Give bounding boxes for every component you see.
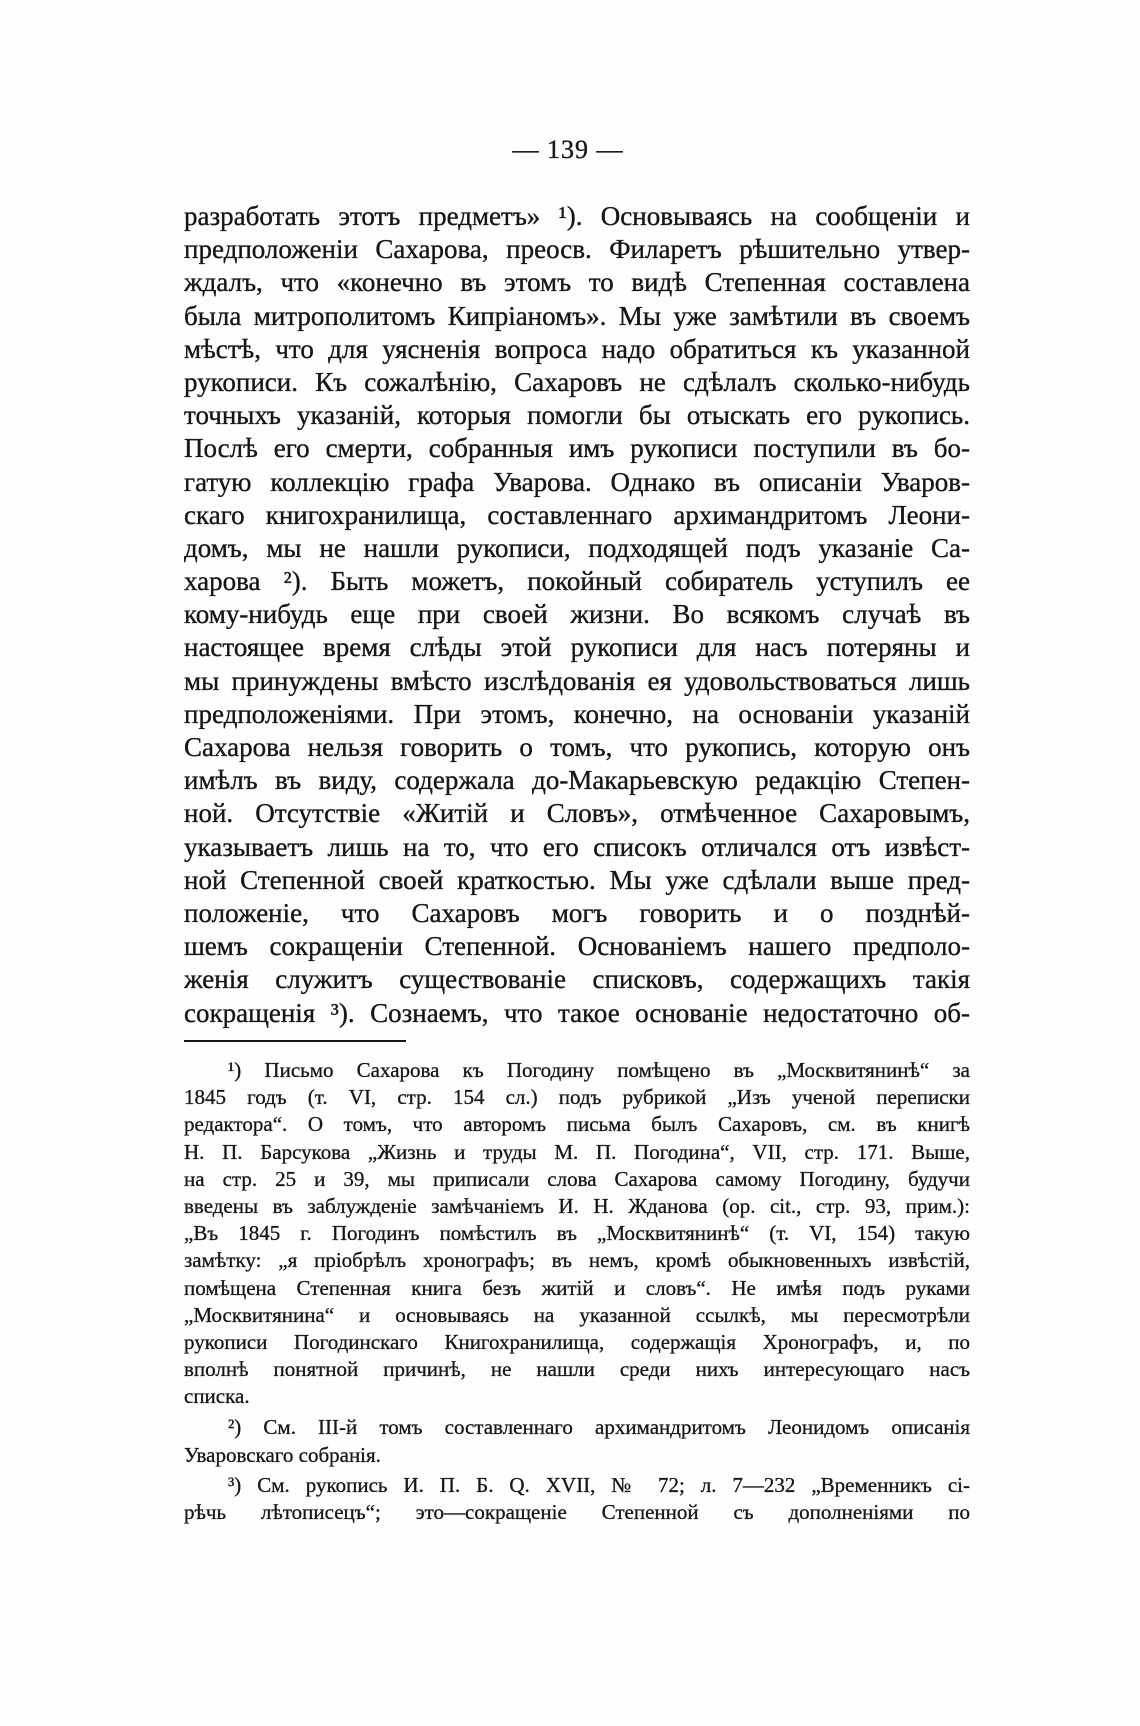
footnote-3 <box>184 1472 970 1526</box>
footnote-line: Н. П. Барсукова „Жизнь и труды М. П. Погодина“, VII, стр. 171. Выше, <box>184 1139 970 1164</box>
body-text-line: мѣстѣ, что для уясненія вопроса надо обратиться къ указанной <box>184 333 970 364</box>
footnote-line: „Москвитянина“ и основываясь на указанной ссылкѣ, мы пересмотрѣли <box>184 1302 970 1327</box>
body-text-line: положеніе, что Сахаровъ могъ говорить и о позднѣй- <box>184 897 970 928</box>
body-text-line: Послѣ его смерти, собранныя имъ рукописи поступили въ бо- <box>184 433 970 464</box>
body-text-line: мы принуждены вмѣсто изслѣдованія ея удовольствоваться лишь <box>184 665 970 696</box>
footnote-line: помѣщена Степенная книга безъ житій и словъ“. Не имѣя подъ руками <box>184 1275 970 1300</box>
body-text-line: сокращенія ³). Сознаемъ, что такое основаніе недостаточно об- <box>184 997 970 1028</box>
body-text-line: точныхъ указаній, которыя помогли бы отыскать его рукопись. <box>184 400 970 431</box>
main-text-block <box>184 200 970 1030</box>
footnotes-block <box>184 1057 970 1526</box>
body-text-line: указываетъ лишь на то, что его списокъ отличался отъ извѣст- <box>184 831 970 862</box>
body-text-line: ждалъ, что «конечно въ этомъ то видѣ Степенная составлена <box>184 267 970 298</box>
body-text-line: кому-нибудь еще при своей жизни. Во всякомъ случаѣ въ <box>184 599 970 630</box>
footnote-line: Уваровскаго собранія. <box>184 1442 381 1467</box>
footnote-line: замѣтку: „я пріобрѣлъ хронографъ; въ немъ, кромѣ обыкновенныхъ извѣстій, <box>184 1248 970 1273</box>
body-text-line: домъ, мы не нашли рукописи, подходящей подъ указаніе Са- <box>184 532 970 563</box>
footnote-line: „Въ 1845 г. Погодинъ помѣстилъ въ „Москвитянинѣ“ (т. VI, 154) такую <box>184 1221 970 1246</box>
page-number: — 139 — <box>512 135 624 164</box>
body-text-line: женія служитъ существованіе списковъ, содержащихъ такія <box>184 964 970 995</box>
body-text-line: гатую коллекцію графа Уварова. Однако въ описаніи Уваров- <box>184 466 970 497</box>
footnote-line: введены въ заблужденіе замѣчаніемъ И. Н. Жданова (ор. cit., стр. 93, прим.): <box>184 1193 970 1218</box>
body-text-line: предположеніями. При этомъ, конечно, на основаніи указаній <box>184 698 970 729</box>
footnote-line: на стр. 25 и 39, мы приписали слова Сахарова самому Погодину, будучи <box>184 1166 970 1191</box>
body-text-line: имѣлъ въ виду, содержала до-Макарьевскую редакцію Степен- <box>184 765 970 796</box>
body-text-line: Сахарова нельзя говорить о томъ, что рукопись, которую онъ <box>184 732 970 762</box>
footnote-line: ²) См. III-й томъ составленнаго архимандритомъ Леонидомъ описанія <box>228 1415 970 1440</box>
body-text-line: предположеніи Сахарова, преосв. Филаретъ рѣшительно утвер- <box>184 234 970 265</box>
body-text-line: разработать этотъ предметъ» ¹). Основываясь на сообщеніи и <box>184 201 970 231</box>
footnote-line: 1845 годъ (т. VI, стр. 154 сл.) подъ рубрикой „Изъ ученой переписки <box>184 1085 970 1110</box>
footnote-line: списка. <box>184 1384 250 1409</box>
footnote-2 <box>184 1414 970 1468</box>
body-text-line: ной. Отсутствіе «Житій и Словъ», отмѣченное Сахаровымъ, <box>184 798 970 829</box>
body-text-line: настоящее время слѣды этой рукописи для насъ потеряны и <box>184 632 970 663</box>
body-text-line: шемъ сокращеніи Степенной. Основаніемъ нашего предполо- <box>184 931 970 962</box>
body-text-line: харова ²). Быть можетъ, покойный собиратель уступилъ ее <box>184 566 970 597</box>
footnote-line: ¹) Письмо Сахарова къ Погодину помѣщено въ „Москвитянинѣ“ за <box>228 1058 970 1082</box>
footnote-separator-rule <box>184 1040 406 1042</box>
body-text-line: скаго книгохранилища, составленнаго архимандритомъ Леони- <box>184 499 970 530</box>
footnote-line: вполнѣ понятной причинѣ, не нашли среди нихъ интересующаго насъ <box>184 1357 970 1382</box>
body-text-line: ной Степенной своей краткостью. Мы уже сдѣлали выше пред- <box>184 864 970 895</box>
footnote-1 <box>184 1057 970 1410</box>
footnote-line: редактора“. О томъ, что авторомъ письма былъ Сахаровъ, см. въ книгѣ <box>184 1112 970 1137</box>
footnote-line: ³) См. рукопись И. П. Б. Q. XVII, № 72; л. 7—232 „Временникъ сі- <box>228 1472 970 1497</box>
footnote-line: рѣчь лѣтописецъ“; это—сокращеніе Степенной съ дополненіями по <box>184 1500 970 1524</box>
body-text-line: рукописи. Къ сожалѣнію, Сахаровъ не сдѣлалъ сколько-нибудь <box>184 366 970 397</box>
body-text-line: была митрополитомъ Кипріаномъ». Мы уже замѣтили въ своемъ <box>184 300 970 331</box>
footnote-line: рукописи Погодинскаго Книгохранилища, содержащія Хронографъ, и, по <box>184 1329 970 1354</box>
